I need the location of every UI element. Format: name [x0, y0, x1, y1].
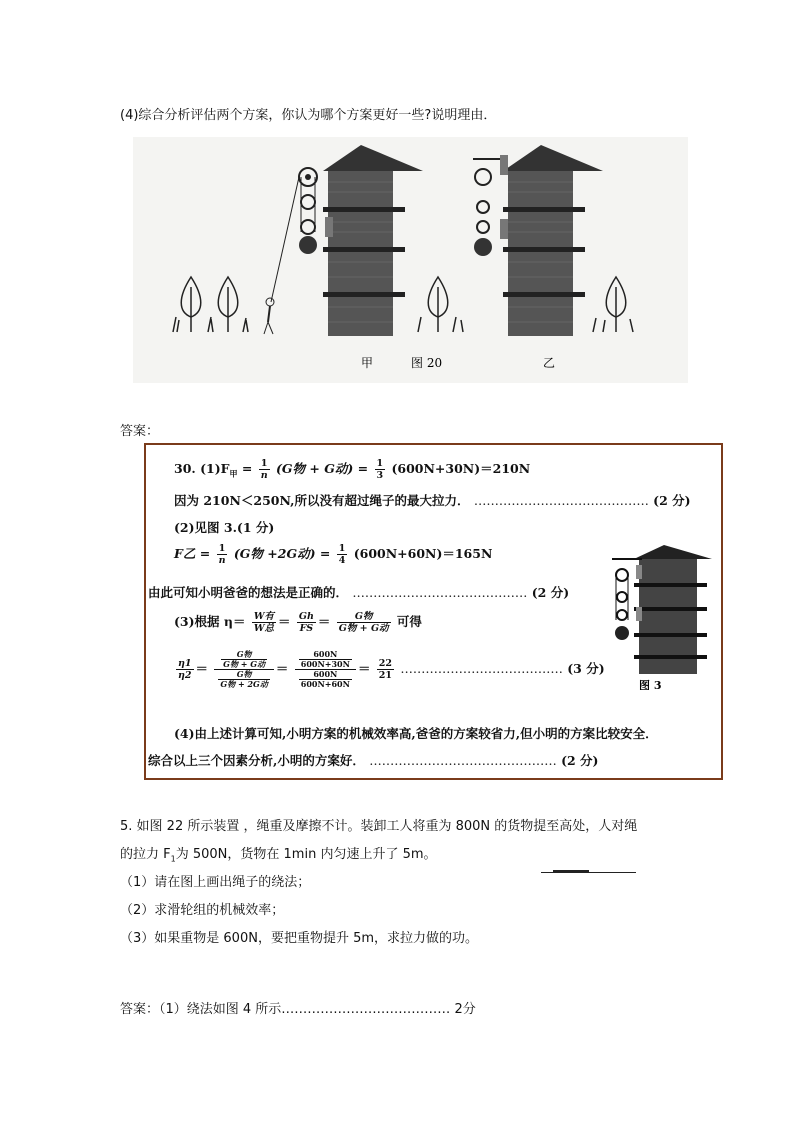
q5-item-3: （3）如果重物是 600N，要把重物提升 5m，求拉力做的功。 — [120, 931, 479, 946]
question-4: (4)综合分析评估两个方案，你认为哪个方案更好一些?说明理由． — [120, 108, 497, 123]
q5-item-2: （2）求滑轮组的机械效率； — [120, 903, 285, 918]
fig20-label-left: 甲 — [361, 356, 374, 370]
trees-left — [173, 277, 248, 332]
fig20-label-right: 乙 — [543, 356, 556, 370]
q5-line-1: 5. 如图 22 所示装置 ，绳重及摩擦不计。装卸工人将重为 800N 的货物提至高处，人对绳 — [120, 819, 638, 834]
building-right — [473, 145, 603, 336]
answer-label: 答案： — [120, 424, 160, 439]
building-left — [264, 145, 423, 336]
q5-item-1: （1）请在图上画出绳子的绕法； — [120, 875, 311, 890]
solution-line-2: 因为 210N＜250N,所以没有超过绳子的最大拉力． …………………………………… (2 分) — [174, 493, 691, 508]
solution-line-8: (4)由上述计算可知,小明方案的机械效率高,爸爸的方案较省力,但小明的方案比较安全． — [174, 726, 658, 741]
solution-box — [144, 443, 723, 780]
divider-line-thick — [553, 870, 589, 873]
figure-20-illustration — [133, 137, 688, 383]
solution-line-9: 综合以上三个因素分析,小明的方案好． ……………………………………… (2 分) — [148, 753, 599, 768]
answer-5: 答案：（1）绕法如图 4 所示………………………………… 2分 — [120, 1002, 476, 1017]
solution-line-6: (3)根据 η＝ $\frac{\text{W有}}{\text{W总}}$ ＝ $\frac{Gh}{FS}$ ＝ $\frac{\text{G物}}{\text{G物 + G动}}$ 可得 — [174, 611, 422, 634]
solution-line-1: 30. $(1)F_甲$ = $\frac{1}{n}$ (G物 + G动) = $\frac{1}{3}$ (600N+30N)＝210N — [174, 458, 531, 481]
figure-3 — [604, 545, 714, 690]
figure-20 — [133, 137, 688, 383]
solution-line-3: (2)见图 3.(1 分) — [174, 520, 275, 535]
q5-line-2: 的拉力 $F_1$为 500N，货物在 1min 内匀速上升了 5m。 — [120, 847, 437, 864]
fig20-label-center: 图 20 — [411, 356, 443, 370]
fig3-label: 图 3 — [639, 679, 662, 690]
solution-line-7: $\frac{\eta 1}{\eta 2}$ ＝ $\frac{\frac{\text{G物}}{\text{G物 + G动}}}{\frac{\text{G物}}{\text{G物 + 2G动}}}$ ＝ $\frac{\frac{600N}{600N+30N}}{\frac{600N}{600N+60N}}$ ＝ $\frac{22}{21}$ ………………………………… (3 分) — [178, 649, 605, 689]
solution-line-5: 由此可知小明爸爸的想法是正确的． …………………………………… (2 分) — [148, 585, 570, 600]
solution-line-4: F乙 = $\frac{1}{n}$ (G物 +2G动) = $\frac{1}{4}$ (600N+60N)＝165N — [174, 543, 493, 566]
